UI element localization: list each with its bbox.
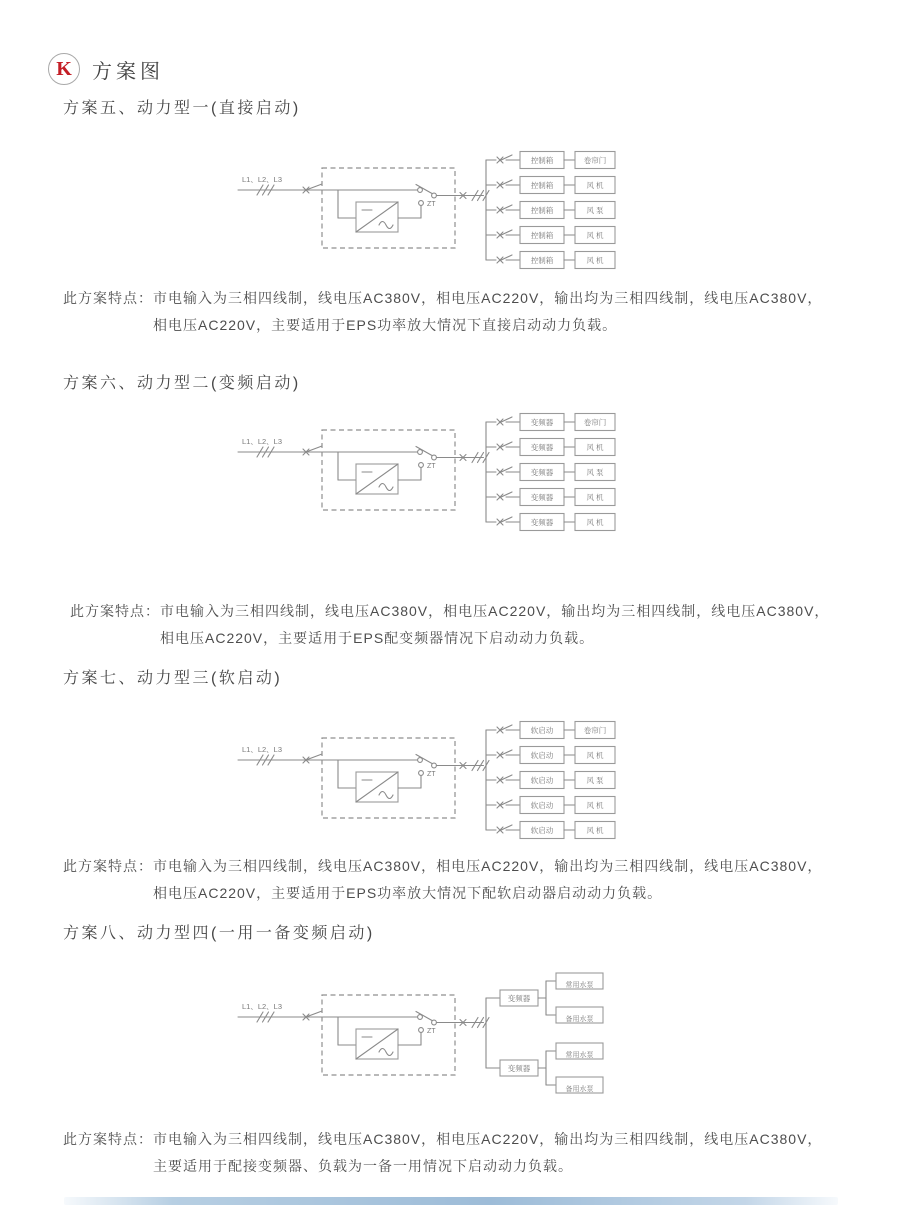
svg-text:ZT: ZT xyxy=(427,1028,436,1035)
svg-text:软启动: 软启动 xyxy=(530,750,554,760)
svg-text:常用水泵: 常用水泵 xyxy=(565,1051,594,1059)
svg-text:控制箱: 控制箱 xyxy=(530,155,554,165)
svg-text:L1、L2、L3: L1、L2、L3 xyxy=(242,745,283,754)
scheme-5-title: 方案五、动力型一(直接启动) xyxy=(63,100,301,117)
page-header xyxy=(48,53,164,85)
feature-line: 市电输入为三相四线制，线电压AC380V，相电压AC220V，输出均为三相四线制，线电压AC380V， xyxy=(153,1131,823,1147)
svg-text:变频器: 变频器 xyxy=(530,492,554,502)
scheme-7-diagram xyxy=(230,710,660,845)
scheme-8-feature xyxy=(63,1126,822,1180)
scheme-8-diagram xyxy=(230,967,660,1107)
feature-line: 相电压AC220V，主要适用于EPS功率放大情况下配软启动器启动动力负载。 xyxy=(153,885,663,901)
svg-text:风 机: 风 机 xyxy=(586,255,604,265)
feature-line: 相电压AC220V，主要适用于EPS配变频器情况下启动动力负载。 xyxy=(160,630,595,646)
svg-text:风 机: 风 机 xyxy=(586,180,604,190)
svg-text:风 机: 风 机 xyxy=(586,517,604,527)
svg-text:控制箱: 控制箱 xyxy=(530,180,554,190)
svg-text:L1、L2、L3: L1、L2、L3 xyxy=(242,1002,283,1011)
svg-text:卷帘门: 卷帘门 xyxy=(583,155,607,165)
svg-text:L1、L2、L3: L1、L2、L3 xyxy=(242,437,283,446)
svg-text:变频器: 变频器 xyxy=(530,517,554,527)
svg-text:风 机: 风 机 xyxy=(586,825,604,835)
svg-text:变频器: 变频器 xyxy=(507,993,531,1003)
scheme-5-feature xyxy=(63,285,822,339)
svg-text:卷帘门: 卷帘门 xyxy=(583,417,607,427)
svg-text:变频器: 变频器 xyxy=(530,442,554,452)
svg-text:软启动: 软启动 xyxy=(530,825,554,835)
feature-line: 市电输入为三相四线制，线电压AC380V，相电压AC220V，输出均为三相四线制，线电压AC380V， xyxy=(153,290,823,306)
svg-text:控制箱: 控制箱 xyxy=(530,205,554,215)
scheme-5-diagram xyxy=(230,140,660,275)
svg-text:L1、L2、L3: L1、L2、L3 xyxy=(242,175,283,184)
feature-label: 此方案特点： xyxy=(63,1131,153,1147)
scheme-6-title: 方案六、动力型二(变频启动) xyxy=(63,375,301,392)
k-logo-letter: K xyxy=(56,57,72,80)
feature-label: 此方案特点： xyxy=(63,290,153,306)
svg-text:ZT: ZT xyxy=(427,771,436,778)
svg-text:卷帘门: 卷帘门 xyxy=(583,725,607,735)
feature-line: 市电输入为三相四线制，线电压AC380V，相电压AC220V，输出均为三相四线制，线电压AC380V， xyxy=(153,858,823,874)
feature-line: 市电输入为三相四线制，线电压AC380V，相电压AC220V，输出均为三相四线制，线电压AC380V， xyxy=(160,603,830,619)
svg-text:软启动: 软启动 xyxy=(530,775,554,785)
svg-text:变频器: 变频器 xyxy=(530,417,554,427)
svg-text:变频器: 变频器 xyxy=(507,1063,531,1073)
svg-text:控制箱: 控制箱 xyxy=(530,255,554,265)
svg-text:控制箱: 控制箱 xyxy=(530,230,554,240)
feature-label: 此方案特点： xyxy=(70,603,160,619)
svg-text:风 泵: 风 泵 xyxy=(586,205,604,215)
svg-text:风 泵: 风 泵 xyxy=(586,467,604,477)
scheme-7-title: 方案七、动力型三(软启动) xyxy=(63,670,283,687)
svg-text:风 机: 风 机 xyxy=(586,800,604,810)
svg-text:软启动: 软启动 xyxy=(530,725,554,735)
svg-text:软启动: 软启动 xyxy=(530,800,554,810)
svg-text:风 机: 风 机 xyxy=(586,750,604,760)
svg-text:风 机: 风 机 xyxy=(586,492,604,502)
svg-text:ZT: ZT xyxy=(427,463,436,470)
svg-text:ZT: ZT xyxy=(427,201,436,208)
svg-text:风 泵: 风 泵 xyxy=(586,775,604,785)
svg-text:变频器: 变频器 xyxy=(530,467,554,477)
scheme-6-diagram xyxy=(230,402,660,537)
svg-text:备用水泵: 备用水泵 xyxy=(565,1015,594,1023)
feature-label: 此方案特点： xyxy=(63,858,153,874)
k-logo xyxy=(48,53,80,85)
feature-line: 相电压AC220V，主要适用于EPS功率放大情况下直接启动动力负载。 xyxy=(153,317,618,333)
scheme-6-feature xyxy=(70,598,829,652)
svg-text:风 机: 风 机 xyxy=(586,230,604,240)
svg-text:常用水泵: 常用水泵 xyxy=(565,981,594,989)
svg-text:风 机: 风 机 xyxy=(586,442,604,452)
footer-gradient-bar xyxy=(64,1197,838,1205)
page-title: 方案图 xyxy=(92,60,164,83)
scheme-8-title: 方案八、动力型四(一用一备变频启动) xyxy=(63,925,375,942)
scheme-7-feature xyxy=(63,853,822,907)
feature-line: 主要适用于配接变频器、负载为一备一用情况下启动动力负载。 xyxy=(153,1158,573,1174)
svg-text:备用水泵: 备用水泵 xyxy=(565,1085,594,1093)
